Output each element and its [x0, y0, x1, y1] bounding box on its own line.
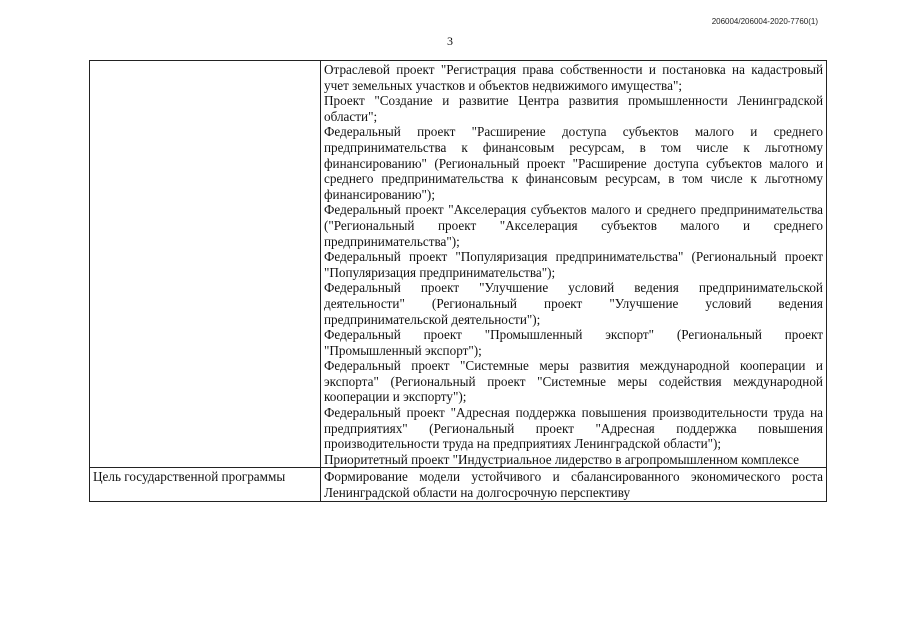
goal-cell	[321, 468, 827, 501]
project-paragraph: Федеральный проект "Адресная поддержка повышения производительности труда на предприятиях" (Региональный проект "Адресная поддержка повышения производительности труда на предприятиях Ленинградской области");	[324, 405, 823, 452]
project-paragraph: Проект "Создание и развитие Центра развития промышленности Ленинградской области";	[324, 93, 823, 124]
goal-label: Цель государственной программы	[90, 468, 321, 501]
program-table	[89, 60, 827, 502]
project-paragraph: Отраслевой проект "Регистрация права собственности и постановка на кадастровый учет земельных участков и объектов недвижимого имущества";	[324, 62, 823, 93]
table-row-goal	[90, 468, 827, 501]
table-row-projects	[90, 61, 827, 468]
goal-text: Формирование модели устойчивого и сбалансированного экономического роста Ленинградской области на долгосрочную перспективу	[324, 469, 823, 501]
document-id: 206004/206004-2020-7760(1)	[711, 17, 818, 26]
project-paragraph: Федеральный проект "Улучшение условий ведения предпринимательской деятельности" (Региональный проект "Улучшение условий ведения предпринимательской деятельности");	[324, 280, 823, 327]
project-paragraph: Федеральный проект "Системные меры развития международной кооперации и экспорта" (Региональный проект "Системные меры содействия международной кооперации и экспорту");	[324, 358, 823, 405]
row-label-empty	[90, 61, 321, 468]
page-number: 3	[447, 34, 453, 48]
project-paragraph: Федеральный проект "Популяризация предпринимательства" (Региональный проект "Популяризация предпринимательства");	[324, 249, 823, 280]
project-paragraph: Приоритетный проект "Индустриальное лидерство в агропромышленном комплексе	[324, 451, 800, 467]
project-paragraph: Федеральный проект "Акселерация субъектов малого и среднего предпринимательства ("Региональный проект "Акселерация субъектов малого и среднего предпринимательства");	[324, 202, 823, 249]
project-paragraph: Федеральный проект "Промышленный экспорт" (Региональный проект "Промышленный экспорт");	[324, 327, 823, 358]
project-paragraph: Федеральный проект "Расширение доступа субъектов малого и среднего предпринимательства к финансовым ресурсам, в том числе к льготному финансированию" (Региональный проект "Расширение доступа субъектов малого и среднего предпринимательства к финансовым ресурсам, в том числе к льготному финансированию");	[324, 124, 823, 202]
projects-cell	[321, 61, 827, 468]
